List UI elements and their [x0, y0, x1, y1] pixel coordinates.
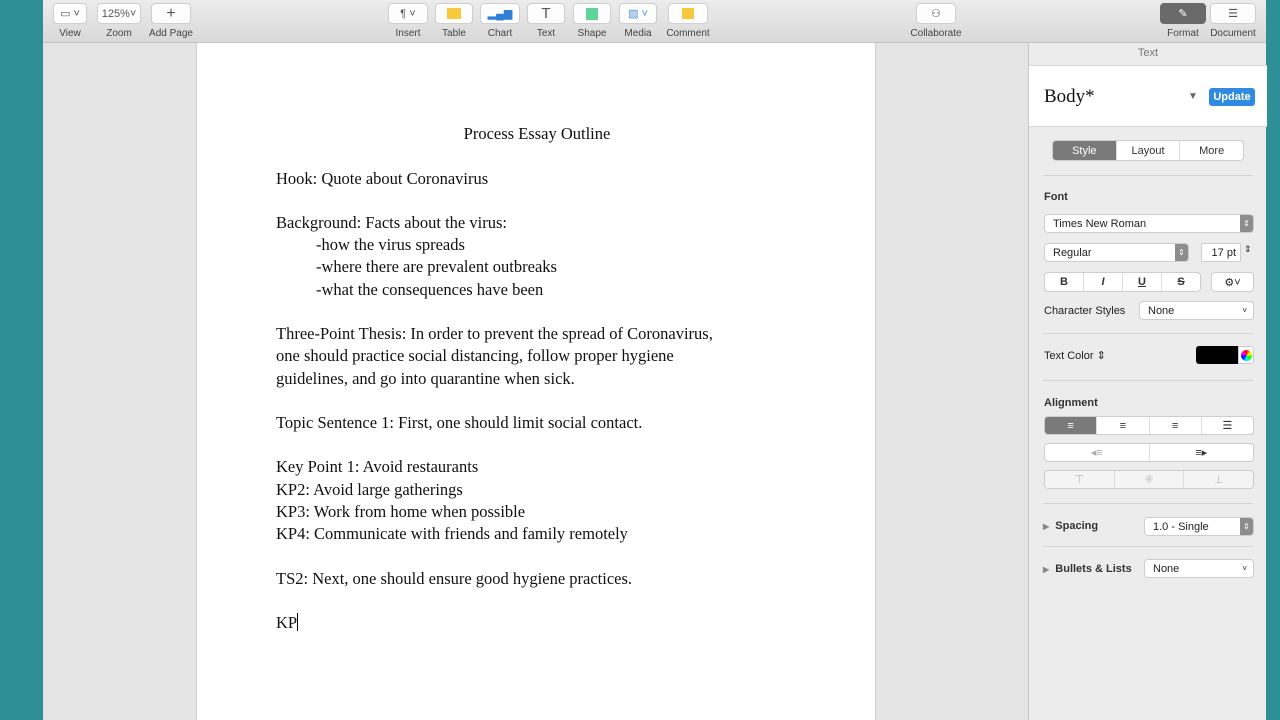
- media-icon: ▨ ˅: [619, 3, 657, 24]
- document-icon: ☰: [1210, 3, 1256, 24]
- justify-icon[interactable]: ☰: [1222, 420, 1233, 432]
- font-size-stepper[interactable]: ⇕: [1244, 244, 1252, 254]
- insert-label: Insert: [395, 28, 421, 39]
- zoom-value: 125% ˅: [97, 3, 141, 24]
- paragraph-style-name[interactable]: Body*: [1044, 86, 1095, 107]
- paintbrush-icon: ✎: [1160, 3, 1206, 24]
- decrease-indent-icon[interactable]: ◂≡: [1045, 444, 1150, 461]
- tab-style[interactable]: Style: [1053, 141, 1117, 160]
- chevron-down-icon: ˅: [1242, 306, 1247, 315]
- align-center-icon[interactable]: ≡: [1097, 417, 1149, 434]
- update-button[interactable]: Update: [1209, 88, 1255, 106]
- document-page[interactable]: [196, 43, 876, 720]
- text-button[interactable]: [527, 3, 565, 39]
- collaborate-label: Collaborate: [910, 28, 962, 39]
- plus-icon: +: [151, 3, 191, 24]
- spacing-select[interactable]: [1144, 517, 1254, 536]
- stepper-icon: ⇕: [1175, 244, 1188, 261]
- media-button[interactable]: [619, 3, 657, 39]
- table-label: Table: [442, 28, 466, 39]
- indent-buttons: [1044, 443, 1254, 462]
- divider: [1043, 546, 1253, 547]
- sidebar-header: Text: [1137, 47, 1159, 59]
- character-styles-value: None: [1148, 304, 1175, 317]
- comment-icon: [668, 3, 708, 24]
- comment-label: Comment: [666, 28, 710, 39]
- paragraph-style-area: [1029, 65, 1267, 127]
- bullets-select[interactable]: [1144, 559, 1254, 578]
- align-bottom-icon[interactable]: ⊥: [1213, 474, 1224, 486]
- chart-label: Chart: [487, 28, 513, 39]
- sidebar-tabs: [1052, 140, 1244, 161]
- vertical-alignment-buttons: [1044, 470, 1254, 489]
- tab-layout[interactable]: Layout: [1117, 141, 1181, 160]
- text-icon: T: [527, 3, 565, 24]
- text-color-label: Text Color ⇕: [1044, 350, 1106, 362]
- toolbar: [43, 0, 1266, 43]
- typeface-select[interactable]: [1044, 243, 1189, 262]
- chart-button[interactable]: [480, 3, 520, 39]
- sidebar-icon: ▭ ˅: [53, 3, 87, 24]
- increase-indent-icon[interactable]: ≡▸: [1195, 447, 1208, 459]
- collaborate-icon: ⚇: [916, 3, 956, 24]
- divider: [1043, 333, 1253, 334]
- shape-icon: [573, 3, 611, 24]
- font-label: Font: [1044, 191, 1068, 203]
- text-line-current: [276, 613, 298, 633]
- bullets-value: None: [1153, 562, 1180, 575]
- disclosure-triangle-icon: ▶: [1043, 522, 1050, 531]
- document-canvas: [43, 43, 1028, 720]
- tab-more[interactable]: More: [1199, 144, 1225, 157]
- text-line: KP4: Communicate with friends and family remotely: [276, 524, 628, 543]
- alignment-buttons: [1044, 416, 1254, 435]
- insert-button[interactable]: [388, 3, 428, 39]
- document-label: Document: [1210, 28, 1256, 39]
- font-size-value: 17 pt: [1211, 246, 1236, 259]
- table-button[interactable]: [435, 3, 473, 39]
- zoom-value-text: 125%: [101, 7, 130, 20]
- add-page-button[interactable]: [149, 3, 193, 39]
- shape-label: Shape: [577, 28, 607, 39]
- align-left-icon[interactable]: ≡: [1045, 417, 1097, 434]
- divider: [1043, 175, 1253, 176]
- character-styles-select[interactable]: [1139, 301, 1254, 320]
- text-line: guidelines, and go into quarantine when sick.: [276, 369, 575, 388]
- add-page-label: Add Page: [149, 28, 193, 39]
- paragraph-icon: ¶ ˅: [388, 3, 428, 24]
- text-line: Background: Facts about the virus:: [276, 213, 507, 232]
- align-right-icon[interactable]: ≡: [1150, 417, 1202, 434]
- shape-button[interactable]: [573, 3, 611, 39]
- current-line-text: KP: [276, 613, 298, 632]
- text-label: Text: [536, 28, 556, 39]
- divider: [1043, 503, 1253, 504]
- text-options-gear-icon[interactable]: ⚙˅: [1211, 272, 1254, 292]
- zoom-button[interactable]: [97, 3, 141, 39]
- text-color-label-text: Text Color: [1044, 350, 1094, 362]
- color-wheel-icon[interactable]: [1238, 346, 1254, 364]
- spacing-value: 1.0 - Single: [1153, 520, 1209, 533]
- format-label: Format: [1167, 28, 1199, 39]
- text-line: -how the virus spreads: [316, 235, 465, 254]
- text-line: -where there are prevalent outbreaks: [316, 257, 557, 276]
- align-middle-icon[interactable]: ⁜: [1115, 471, 1185, 488]
- italic-button[interactable]: I: [1084, 273, 1123, 291]
- document-button[interactable]: [1208, 3, 1258, 39]
- align-top-icon[interactable]: ⊤: [1045, 471, 1115, 488]
- text-line: Key Point 1: Avoid restaurants: [276, 457, 479, 476]
- divider: [1043, 380, 1253, 381]
- bold-button[interactable]: B: [1045, 273, 1084, 291]
- chevron-down-icon: ˅: [1242, 564, 1247, 573]
- collaborate-button[interactable]: [908, 3, 964, 39]
- disclosure-triangle-icon: ▶: [1043, 565, 1050, 574]
- document-title: Process Essay Outline: [463, 124, 611, 143]
- style-dropdown-icon[interactable]: ▼: [1188, 91, 1198, 102]
- text-line: Three-Point Thesis: In order to prevent the spread of Coronavirus,: [276, 324, 713, 343]
- view-button[interactable]: ▭ ˅ View: [53, 3, 87, 39]
- chart-icon: ▂▄▆: [480, 3, 520, 24]
- spacing-disclosure[interactable]: [1043, 520, 1098, 532]
- font-family-select[interactable]: [1044, 214, 1254, 233]
- text-line: Topic Sentence 1: First, one should limit social contact.: [276, 413, 643, 432]
- spacing-label: Spacing: [1055, 520, 1099, 532]
- text-color-swatch[interactable]: [1196, 346, 1238, 364]
- stepper-icon: ⇕: [1240, 215, 1253, 232]
- text-line: KP2: Avoid large gatherings: [276, 480, 463, 499]
- font-style-buttons: [1044, 272, 1201, 292]
- text-line: KP3: Work from home when possible: [276, 502, 526, 521]
- zoom-label: Zoom: [106, 28, 132, 39]
- pages-window: [43, 0, 1266, 720]
- bullets-disclosure[interactable]: [1043, 563, 1132, 575]
- character-styles-label: Character Styles: [1044, 305, 1126, 317]
- font-family-value: Times New Roman: [1053, 217, 1147, 230]
- stepper-icon: ⇕: [1240, 518, 1253, 535]
- format-sidebar: [1028, 43, 1266, 720]
- bullets-label: Bullets & Lists: [1055, 563, 1132, 575]
- format-button[interactable]: [1160, 3, 1206, 39]
- media-label: Media: [624, 28, 652, 39]
- text-line: Hook: Quote about Coronavirus: [276, 169, 489, 188]
- underline-button[interactable]: U: [1123, 273, 1162, 291]
- alignment-label: Alignment: [1044, 397, 1098, 409]
- typeface-value: Regular: [1053, 246, 1092, 259]
- table-icon: [435, 3, 473, 24]
- text-line: -what the consequences have been: [316, 280, 544, 299]
- strikethrough-button[interactable]: S: [1177, 276, 1185, 288]
- text-line: TS2: Next, one should ensure good hygiene practices.: [276, 569, 633, 588]
- comment-button[interactable]: [665, 3, 711, 39]
- text-line: one should practice social distancing, follow proper hygiene: [276, 346, 674, 365]
- text-cursor: [297, 613, 298, 631]
- font-size-field[interactable]: [1201, 243, 1241, 262]
